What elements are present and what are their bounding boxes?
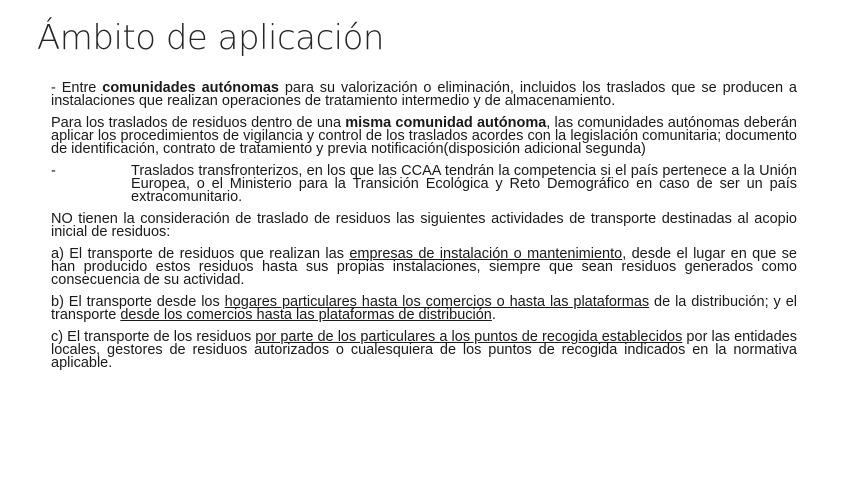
p6-underlined-comercios: desde los comercios hasta las plataformas de distribución — [120, 307, 492, 323]
paragraph-entre-comunidades — [51, 82, 797, 108]
bullet-dash: - — [51, 163, 56, 179]
paragraph-a-empresas — [51, 248, 797, 287]
paragraph-misma-comunidad — [51, 117, 797, 156]
paragraph-b-hogares — [51, 296, 797, 322]
p6-text-c: . — [491, 307, 496, 323]
slide-body — [51, 82, 797, 379]
paragraph-no-tienen: NO tienen la consideración de traslado de residuos las siguientes actividades de transporte destinadas al acopio inicial de residuos: — [51, 211, 797, 240]
p1-text-c: para su valorización o eliminación, incluidos los traslados que se producen a instalaciones que realizan operaciones de tratamiento intermedio y de almacenamiento. — [51, 80, 797, 109]
p5-underlined-empresas: empresas de instalación o mantenimiento — [349, 246, 623, 262]
p3-text: Traslados transfronterizos, en los que las CCAA tendrán la competencia si el país pertenece a la Unión Europea, o el Ministerio para la Transición Ecológica y Reto Demográfico en caso de ser un país extracomunitario. — [131, 163, 797, 205]
p2-bold-misma-comunidad: misma comunidad autónoma — [345, 115, 547, 131]
p2-text-a: Para los traslados de residuos dentro de una — [51, 115, 346, 131]
p7-text-a: c) El transporte de los residuos — [51, 329, 256, 345]
p1-bold-comunidades: comunidades autónomas — [102, 80, 279, 96]
p6-text-b: de la distribución; y el transporte — [51, 294, 797, 323]
p7-underlined-particulares: por parte de los particulares a los puntos de recogida establecidos — [255, 329, 683, 345]
p1-text-a: - Entre — [51, 80, 103, 96]
paragraph-c-particulares — [51, 331, 797, 370]
p7-text-c: por las entidades locales, gestores de residuos autorizados o cualesquiera de los puntos de recogida indicados en la normativa aplicable. — [51, 329, 797, 371]
p6-underlined-hogares: hogares particulares hasta los comercios o hasta las plataformas — [224, 294, 650, 310]
p2-text-c: , las comunidades autónomas deberán aplicar los procedimientos de vigilancia y control de los traslados acordes con la legislación comunitaria; documento de identificación, contrato de tratamiento y previa notificación(disposición adicional segunda) — [51, 115, 797, 157]
p5-text-a: a) El transporte de residuos que realizan las — [51, 246, 350, 262]
slide-title: Ámbito de aplicación — [37, 18, 384, 58]
p6-text-a: b) El transporte desde los — [51, 294, 225, 310]
paragraph-transfronterizos — [51, 165, 797, 204]
p5-text-c: , desde el lugar en que se han producido estos residuos hasta sus propias instalaciones, siempre que sean residuos generados como consecuencia de su actividad. — [51, 246, 798, 288]
